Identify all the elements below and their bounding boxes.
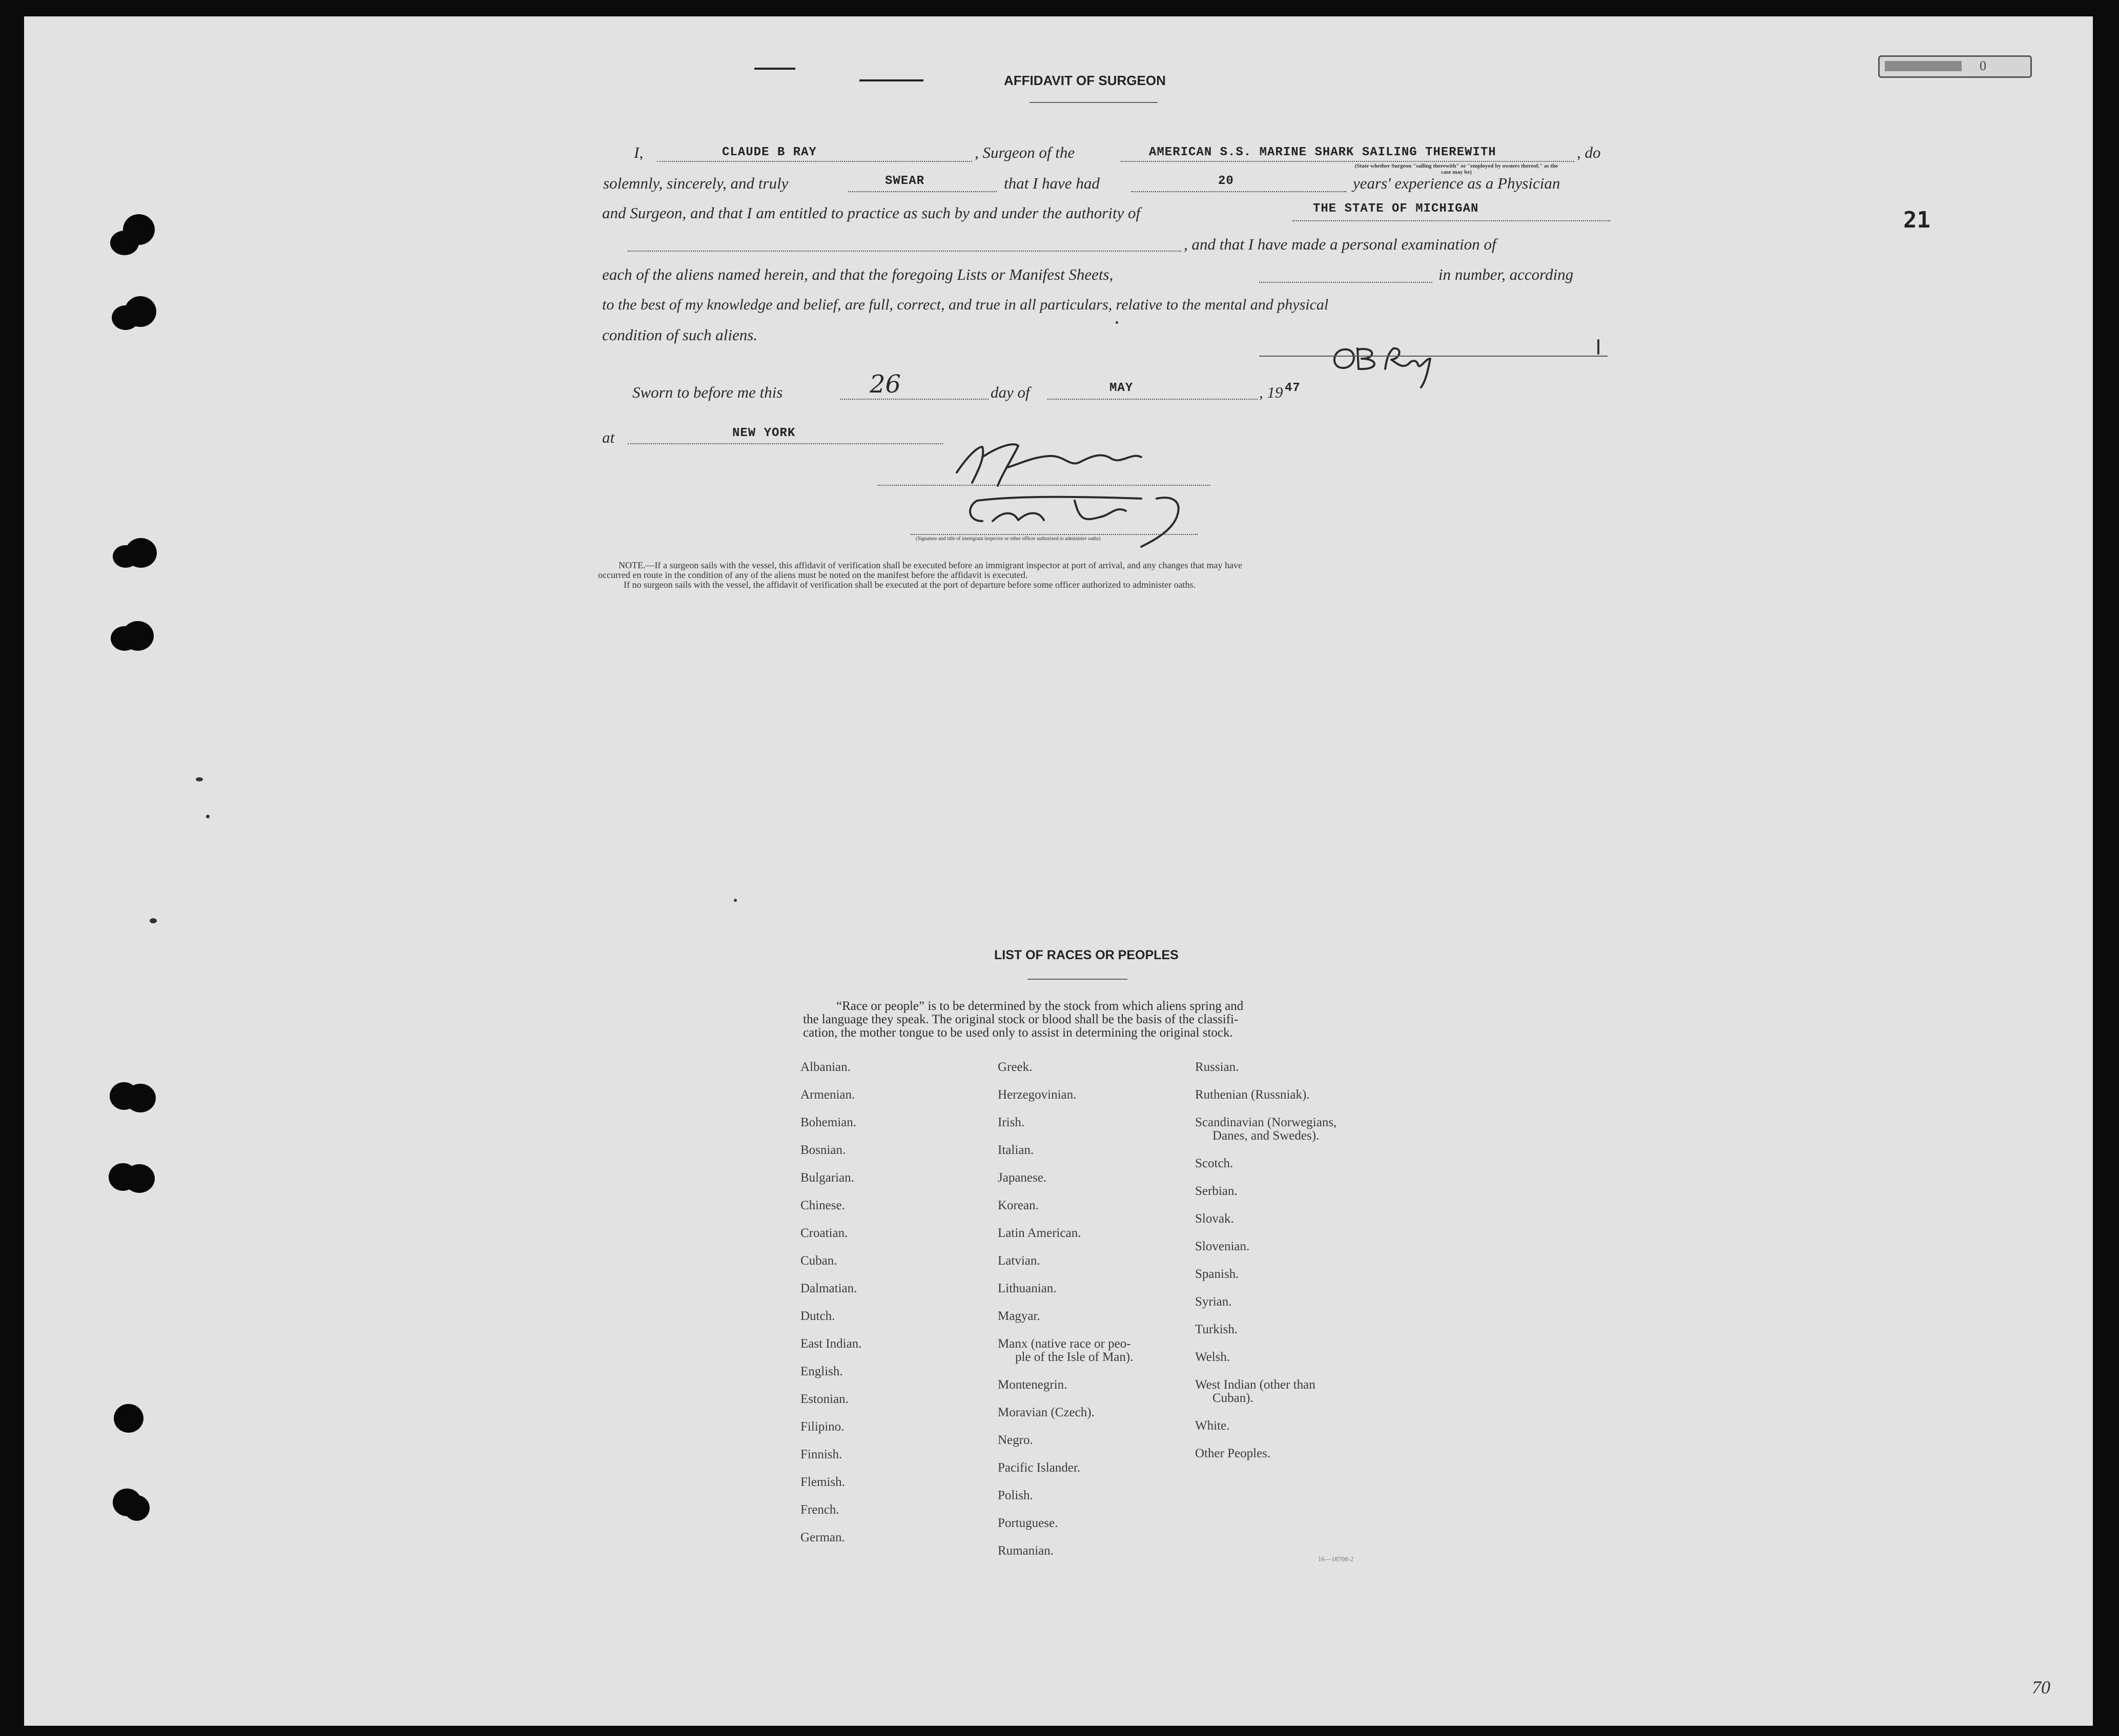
race-item-line: Turkish. bbox=[1195, 1322, 1238, 1336]
sworn-place: NEW YORK bbox=[732, 426, 796, 440]
race-item-line: Greek. bbox=[998, 1060, 1033, 1074]
form-number: 16—18708-2 bbox=[1318, 1555, 1354, 1563]
races-intro-3: cation, the mother tongue to be used only to assist in determining the original stock. bbox=[803, 1026, 1233, 1040]
race-item bbox=[1195, 1185, 1238, 1198]
race-item-line: Dutch. bbox=[800, 1309, 835, 1323]
binder-hole bbox=[124, 1495, 150, 1521]
race-item-line: Herzegovinian. bbox=[998, 1088, 1077, 1102]
inspector-line-2 bbox=[911, 534, 1198, 535]
field-line bbox=[628, 251, 1181, 252]
binder-hole bbox=[114, 1404, 143, 1433]
race-item bbox=[800, 1503, 839, 1517]
races-title-rule bbox=[1027, 979, 1127, 980]
race-item bbox=[800, 1171, 854, 1185]
years-experience: 20 bbox=[1218, 174, 1234, 188]
race-item bbox=[800, 1476, 845, 1489]
race-item bbox=[1195, 1268, 1239, 1281]
binder-hole bbox=[110, 231, 139, 255]
race-item bbox=[998, 1254, 1040, 1268]
race-item bbox=[1195, 1447, 1270, 1460]
binder-hole bbox=[109, 1163, 137, 1191]
race-item bbox=[1195, 1351, 1230, 1364]
race-item bbox=[800, 1199, 845, 1212]
race-item-line: Japanese. bbox=[998, 1171, 1047, 1185]
race-item-line: Portuguese. bbox=[998, 1516, 1058, 1530]
affidavit-note-1: NOTE.—If a surgeon sails with the vessel, this affidavit of verification shall be executed before an immigrant inspector at port of arrival, and any changes that may have bbox=[619, 560, 1242, 570]
race-item bbox=[998, 1337, 1133, 1364]
text-solemnly: solemnly, sincerely, and truly bbox=[603, 174, 789, 192]
text-19: , 19 bbox=[1259, 383, 1283, 401]
race-item bbox=[800, 1144, 846, 1157]
race-item-line: Korean. bbox=[998, 1198, 1039, 1212]
race-item-line: Chinese. bbox=[800, 1198, 845, 1212]
vessel-name: AMERICAN S.S. MARINE SHARK SAILING THEREWITH bbox=[1149, 146, 1496, 159]
stamp-text: 0 bbox=[1980, 58, 1986, 73]
corner-mark: 70 bbox=[2032, 1677, 2050, 1698]
race-item bbox=[998, 1199, 1039, 1212]
race-item bbox=[998, 1434, 1033, 1447]
field-line bbox=[848, 191, 997, 192]
race-item-line: West Indian (other than bbox=[1195, 1378, 1315, 1392]
race-item-line: Montenegrin. bbox=[998, 1378, 1067, 1392]
affidavit-note-3: If no surgeon sails with the vessel, the affidavit of verification shall be executed at the port of departure before some officer authorized to administer oaths. bbox=[624, 580, 1196, 590]
race-item bbox=[998, 1171, 1046, 1185]
title-rule bbox=[1030, 102, 1158, 103]
races-intro-1: “Race or people” is to be determined by the stock from which aliens spring and bbox=[836, 999, 1244, 1013]
race-item bbox=[800, 1531, 845, 1544]
inspector-line-1 bbox=[877, 485, 1210, 486]
text-do: , do bbox=[1577, 143, 1601, 161]
race-item-line: Italian. bbox=[998, 1143, 1034, 1157]
sworn-month: MAY bbox=[1109, 381, 1134, 395]
race-item-line: Croatian. bbox=[800, 1226, 848, 1240]
text-i: I, bbox=[634, 143, 644, 161]
race-item bbox=[800, 1061, 851, 1074]
race-item-line: Estonian. bbox=[800, 1392, 849, 1406]
text-and-surgeon: and Surgeon, and that I am entitled to practice as such by and under the authority of bbox=[602, 204, 1141, 222]
sworn-day: 26 bbox=[870, 370, 901, 399]
race-item-line: Rumanian. bbox=[998, 1544, 1054, 1558]
race-item-line: East Indian. bbox=[800, 1337, 862, 1351]
oath-type: SWEAR bbox=[885, 174, 925, 188]
race-item bbox=[998, 1378, 1067, 1392]
race-item bbox=[998, 1310, 1040, 1323]
field-line bbox=[1047, 399, 1258, 400]
race-item bbox=[998, 1061, 1032, 1074]
race-item-line: Polish. bbox=[998, 1489, 1033, 1502]
reference-stamp bbox=[1878, 55, 2032, 78]
race-item bbox=[800, 1337, 861, 1351]
dust-speck bbox=[206, 815, 210, 818]
race-item-line: White. bbox=[1195, 1419, 1230, 1433]
race-item-line: Cuban. bbox=[800, 1254, 837, 1268]
race-item bbox=[1195, 1212, 1234, 1226]
field-line bbox=[628, 443, 943, 444]
dash-mark bbox=[859, 79, 923, 81]
race-item-line: German. bbox=[800, 1531, 845, 1544]
race-item bbox=[998, 1227, 1081, 1240]
affidavit-title: AFFIDAVIT OF SURGEON bbox=[1004, 73, 1166, 88]
race-item-line: Negro. bbox=[998, 1433, 1033, 1447]
race-item bbox=[998, 1088, 1076, 1102]
race-item bbox=[1195, 1240, 1249, 1253]
text-day-of: day of bbox=[991, 383, 1030, 401]
race-item-line: Magyar. bbox=[998, 1309, 1040, 1323]
race-item-line: Bohemian. bbox=[800, 1115, 857, 1129]
race-item bbox=[800, 1116, 856, 1129]
race-item-line: French. bbox=[800, 1503, 839, 1517]
text-personal-examination: , and that I have made a personal examination of bbox=[1184, 235, 1496, 253]
text-best-of-knowledge: to the best of my knowledge and belief, are full, correct, and true in all particulars, relative to the mental and physical bbox=[602, 296, 1329, 313]
race-item bbox=[1195, 1295, 1232, 1309]
race-item bbox=[1195, 1419, 1229, 1433]
race-item bbox=[800, 1282, 857, 1295]
text-each-of-the-aliens: each of the aliens named herein, and that the foregoing Lists or Manifest Sheets, bbox=[602, 265, 1114, 283]
dust-speck bbox=[150, 918, 157, 923]
race-item-line: Ruthenian (Russniak). bbox=[1195, 1088, 1310, 1102]
race-item bbox=[800, 1448, 842, 1461]
document-page bbox=[24, 16, 2093, 1726]
binder-hole bbox=[112, 305, 139, 330]
race-item-line: Latvian. bbox=[998, 1254, 1040, 1268]
binder-hole bbox=[113, 545, 138, 568]
binder-hole bbox=[111, 626, 138, 651]
race-item-line: English. bbox=[800, 1365, 843, 1378]
surgeon-signature bbox=[1326, 338, 1444, 389]
race-item-line: Spanish. bbox=[1195, 1267, 1239, 1281]
text-condition: condition of such aliens. bbox=[602, 326, 758, 344]
race-item bbox=[998, 1544, 1054, 1558]
sworn-year: 47 bbox=[1285, 381, 1301, 395]
race-item-line: Welsh. bbox=[1195, 1350, 1230, 1364]
races-intro-2: the language they speak. The original stock or blood shall be the basis of the classifi- bbox=[803, 1012, 1239, 1026]
race-item-line: Irish. bbox=[998, 1115, 1025, 1129]
race-item bbox=[800, 1088, 855, 1102]
race-item-line: Albanian. bbox=[800, 1060, 851, 1074]
text-surgeon-of: , Surgeon of the bbox=[975, 143, 1075, 161]
race-item-line: Lithuanian. bbox=[998, 1282, 1057, 1295]
race-item bbox=[1195, 1378, 1315, 1405]
field-line bbox=[840, 399, 989, 400]
race-item bbox=[1195, 1088, 1310, 1102]
race-item bbox=[1195, 1157, 1233, 1170]
race-item-line: Flemish. bbox=[800, 1475, 845, 1489]
text-in-number: in number, according bbox=[1438, 265, 1574, 283]
race-item bbox=[1195, 1061, 1239, 1074]
race-item bbox=[800, 1420, 844, 1434]
stamp-shading bbox=[1885, 61, 1962, 71]
race-item-line: Scandinavian (Norwegians, bbox=[1195, 1115, 1337, 1129]
field-line bbox=[657, 161, 972, 162]
race-item bbox=[998, 1282, 1057, 1295]
dust-speck bbox=[1116, 321, 1118, 324]
race-item bbox=[998, 1144, 1034, 1157]
race-item-line: Pacific Islander. bbox=[998, 1461, 1081, 1475]
race-item-line: Armenian. bbox=[800, 1088, 855, 1102]
race-item-line: Filipino. bbox=[800, 1420, 845, 1434]
inspector-caption: (Signature and title of immigrant inspector or other officer authorized to administer oaths) bbox=[916, 536, 1101, 542]
field-line bbox=[1292, 220, 1610, 221]
race-item bbox=[800, 1227, 848, 1240]
inspector-title-signature bbox=[957, 490, 1223, 552]
text-at: at bbox=[602, 428, 615, 446]
race-item bbox=[800, 1365, 843, 1378]
dust-speck bbox=[734, 899, 737, 902]
binder-hole bbox=[110, 1082, 138, 1110]
race-item-line: Danes, and Swedes). bbox=[1212, 1129, 1320, 1143]
race-item bbox=[998, 1461, 1080, 1475]
race-item-line: Scotch. bbox=[1195, 1156, 1233, 1170]
race-item bbox=[800, 1254, 837, 1268]
race-item-line: Finnish. bbox=[800, 1448, 842, 1461]
race-item-line: Bosnian. bbox=[800, 1143, 846, 1157]
vessel-note: (State whether Surgeon "sailing therewith" or "employed by owners thereof," as the case may be) bbox=[1354, 163, 1558, 175]
surgeon-signature-line bbox=[1259, 356, 1608, 357]
field-line bbox=[1259, 282, 1432, 283]
races-title: LIST OF RACES OR PEOPLES bbox=[994, 948, 1179, 962]
race-item-line: Russian. bbox=[1195, 1060, 1239, 1074]
surgeon-name: CLAUDE B RAY bbox=[722, 146, 817, 159]
race-item bbox=[800, 1393, 849, 1406]
dash-mark bbox=[754, 68, 795, 70]
field-line bbox=[1131, 191, 1346, 192]
race-item-line: Slovak. bbox=[1195, 1212, 1234, 1226]
field-line bbox=[1121, 161, 1574, 162]
race-item-line: Bulgarian. bbox=[800, 1171, 854, 1185]
race-item-line: Slovenian. bbox=[1195, 1239, 1250, 1253]
race-item-line: Serbian. bbox=[1195, 1184, 1238, 1198]
race-item bbox=[1195, 1116, 1336, 1143]
race-item bbox=[800, 1310, 835, 1323]
race-item bbox=[998, 1517, 1058, 1530]
race-item-line: Cuban). bbox=[1212, 1391, 1253, 1405]
race-item-line: Other Peoples. bbox=[1195, 1446, 1271, 1460]
race-item-line: Latin American. bbox=[998, 1226, 1081, 1240]
page-number: 21 bbox=[1903, 207, 1930, 233]
race-item-line: Manx (native race or peo- bbox=[998, 1337, 1131, 1351]
text-sworn: Sworn to before me this bbox=[632, 383, 783, 401]
licensing-authority: THE STATE OF MICHIGAN bbox=[1313, 202, 1479, 216]
dust-speck bbox=[1597, 339, 1599, 355]
race-item bbox=[998, 1406, 1095, 1419]
dust-speck bbox=[196, 777, 203, 781]
text-years-experience: years' experience as a Physician bbox=[1353, 174, 1560, 192]
text-that-i-have-had: that I have had bbox=[1004, 174, 1100, 192]
race-item-line: Moravian (Czech). bbox=[998, 1406, 1095, 1419]
race-item bbox=[998, 1489, 1033, 1502]
race-item-line: ple of the Isle of Man). bbox=[1015, 1350, 1134, 1364]
race-item bbox=[998, 1116, 1024, 1129]
race-item bbox=[1195, 1323, 1238, 1336]
race-item-line: Dalmatian. bbox=[800, 1282, 857, 1295]
race-item-line: Syrian. bbox=[1195, 1295, 1232, 1309]
affidavit-note-2: occurred en route in the condition of any of the aliens must be noted on the manifest before the affidavit is executed. bbox=[598, 570, 1028, 580]
